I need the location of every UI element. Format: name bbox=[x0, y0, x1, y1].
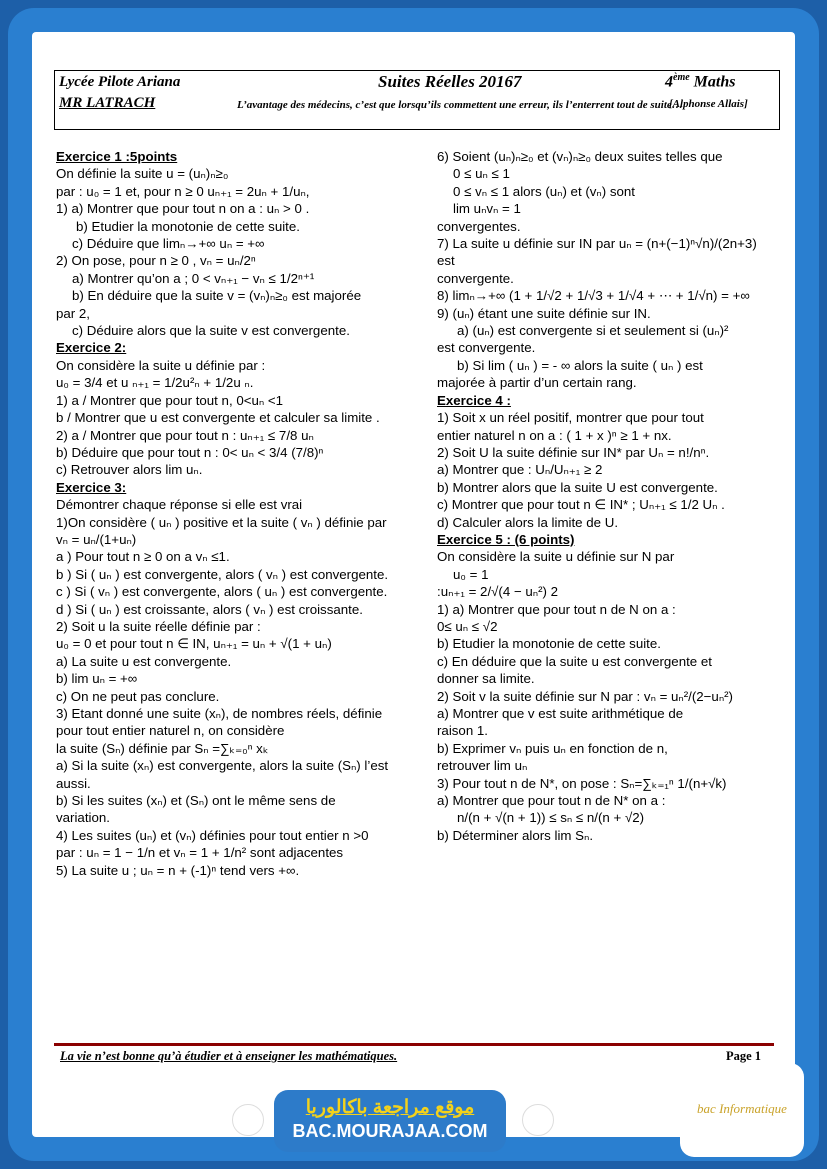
right-column bbox=[437, 148, 775, 844]
document-line: 2) a / Montrer que pour tout n : uₙ₊₁ ≤ 7/8 uₙ bbox=[56, 427, 314, 443]
document-line: 2) Soit v la suite définie sur N par : vₙ = uₙ²/(2−uₙ²) bbox=[437, 688, 733, 704]
document-line: a) Montrer que pour tout n de N* on a : bbox=[437, 793, 666, 809]
exercise-heading: Exercice 4 : bbox=[437, 392, 511, 408]
document-line: vₙ = uₙ/(1+uₙ) bbox=[56, 531, 137, 547]
teacher-name: MR LATRACH bbox=[59, 95, 156, 111]
document-sheet bbox=[32, 32, 795, 1137]
document-line: par 2, bbox=[56, 305, 91, 321]
document-line: b) Si les suites (xₙ) et (Sₙ) ont le même sens de bbox=[56, 793, 336, 809]
document-line: b) En déduire que la suite v = (vₙ)ₙ≥₀ est majorée bbox=[72, 288, 362, 304]
school-name: Lycée Pilote Ariana bbox=[59, 74, 181, 90]
document-line: 2) Soit U la suite définie sur IN* par Uₙ = n!/nⁿ. bbox=[437, 444, 710, 460]
document-line: c) En déduire que la suite u est convergente et bbox=[437, 653, 712, 669]
document-line: d ) Si ( uₙ ) est croissante, alors ( vₙ ) est croissante. bbox=[56, 601, 363, 617]
exercise-heading: Exercice 1 :5points bbox=[56, 149, 178, 164]
document-line: a) Montrer que : Uₙ/Uₙ₊₁ ≥ 2 bbox=[437, 462, 603, 478]
document-line: 2) Soit u la suite réelle définie par : bbox=[56, 618, 261, 634]
document-line: pour tout entier naturel n, on considère bbox=[56, 723, 285, 739]
document-line: 1) a / Montrer que pour tout n, 0<uₙ <1 bbox=[56, 392, 284, 408]
left-column bbox=[56, 148, 428, 879]
document-line: c) Déduire que limₙ→+∞ uₙ = +∞ bbox=[72, 236, 265, 252]
document-line: u₀ = 3/4 et u ₙ₊₁ = 1/2u²ₙ + 1/2u ₙ. bbox=[56, 375, 254, 391]
document-line: a) Montrer que v est suite arithmétique de bbox=[437, 706, 684, 721]
document-line: est convergente. bbox=[437, 340, 536, 356]
document-line: 3) Pour tout n de N*, on pose : Sₙ=∑ₖ₌₁ⁿ 1/(n+√k) bbox=[437, 775, 727, 791]
quote-author: [Alphonse Allais] bbox=[669, 98, 748, 110]
document-line: b) Déduire que pour tout n : 0< uₙ < 3/4 (7/8)ⁿ bbox=[56, 444, 324, 460]
document-line: aussi. bbox=[56, 775, 91, 791]
document-line: c ) Si ( vₙ ) est convergente, alors ( uₙ ) est convergente. bbox=[56, 584, 388, 600]
document-line: 0≤ uₙ ≤ √2 bbox=[437, 618, 498, 634]
document-line: variation. bbox=[56, 810, 110, 826]
class-level: 4ème Maths bbox=[665, 72, 736, 91]
document-line: Démontrer chaque réponse si elle est vrai bbox=[56, 497, 303, 513]
document-line: 2) On pose, pour n ≥ 0 , vₙ = uₙ/2ⁿ bbox=[56, 253, 256, 269]
document-line: a) Si la suite (xₙ) est convergente, alors la suite (Sₙ) l’est bbox=[56, 758, 389, 774]
document-line: 0 ≤ uₙ ≤ 1 bbox=[453, 166, 510, 182]
watermark-url: BAC.MOURAJAA.COM bbox=[292, 1121, 488, 1141]
document-line: la suite (Sₙ) définie par Sₙ =∑ₖ₌₀ⁿ xₖ bbox=[56, 740, 269, 756]
document-line: b) Si lim ( uₙ ) = - ∞ alors la suite ( uₙ ) est bbox=[457, 357, 703, 373]
site-logo-right-icon bbox=[522, 1104, 554, 1136]
document-line: c) On ne peut pas conclure. bbox=[56, 688, 220, 704]
footer-rule bbox=[54, 1043, 774, 1046]
document-line: b) Etudier la monotonie de cette suite. bbox=[437, 636, 661, 652]
document-line: entier naturel n on a : ( 1 + x )ⁿ ≥ 1 + nx. bbox=[437, 427, 672, 443]
document-line: 1) Soit x un réel positif, montrer que pour tout bbox=[437, 410, 704, 426]
document-line: u₀ = 0 et pour tout n ∈ IN, uₙ₊₁ = uₙ + √(1 + uₙ) bbox=[56, 636, 332, 652]
document-line: convergente. bbox=[437, 270, 514, 286]
document-line: par : u₀ = 1 et, pour n ≥ 0 uₙ₊₁ = 2uₙ + 1/uₙ, bbox=[56, 183, 310, 199]
document-line: b / Montrer que u est convergente et calculer sa limite . bbox=[56, 410, 380, 426]
document-line: lim uₙvₙ = 1 bbox=[453, 201, 521, 217]
document-line: 9) (uₙ) étant une suite définie sur IN. bbox=[437, 305, 651, 321]
document-line: b) lim uₙ = +∞ bbox=[56, 671, 138, 687]
document-header bbox=[54, 70, 780, 130]
document-line: c) Montrer que pour tout n ∈ IN* ; Uₙ₊₁ ≤ 1/2 Uₙ . bbox=[437, 497, 725, 513]
document-line: 5) La suite u ; uₙ = n + (-1)ⁿ tend vers +∞. bbox=[56, 862, 300, 878]
document-line: u₀ = 1 bbox=[453, 566, 489, 582]
document-line: par : uₙ = 1 − 1/n et vₙ = 1 + 1/n² sont adjacentes bbox=[56, 845, 344, 861]
document-line: On définie la suite u = (uₙ)ₙ≥₀ bbox=[56, 166, 229, 182]
exercise-heading: Exercice 5 : (6 points) bbox=[437, 531, 575, 547]
document-line: 1) a) Montrer que pour tout n de N on a : bbox=[437, 601, 676, 617]
bac-informatique-logo bbox=[680, 1063, 804, 1157]
document-line: a) (uₙ) est convergente si et seulement si (uₙ)² bbox=[457, 323, 729, 339]
exercise-heading: Exercice 2: bbox=[56, 340, 127, 356]
document-line: convergentes. bbox=[437, 218, 521, 234]
document-line: a) La suite u est convergente. bbox=[56, 653, 232, 669]
document-line: On considère la suite u définie par : bbox=[56, 357, 266, 373]
document-line: On considère la suite u définie sur N par bbox=[437, 549, 675, 565]
page-number: Page 1 bbox=[726, 1049, 762, 1063]
document-line: a) Montrer qu’on a ; 0 < vₙ₊₁ − vₙ ≤ 1/2ⁿ⁺¹ bbox=[72, 270, 315, 286]
document-line: 4) Les suites (uₙ) et (vₙ) définies pour tout entier n >0 bbox=[56, 827, 369, 843]
bac-logo-text: bac Informatique bbox=[697, 1101, 787, 1116]
document-line: 8) limₙ→+∞ (1 + 1/√2 + 1/√3 + 1/√4 + ⋯ + 1/√n) = +∞ bbox=[437, 288, 750, 304]
exercise-heading: Exercice 3: bbox=[56, 479, 127, 495]
document-line: n/(n + √(n + 1)) ≤ sₙ ≤ n/(n + √2) bbox=[457, 810, 645, 826]
document-line: b) Etudier la monotonie de cette suite. bbox=[76, 218, 300, 234]
document-line: 1)On considère ( uₙ ) positive et la suite ( vₙ ) définie par bbox=[56, 514, 387, 530]
footer-motto: La vie n’est bonne qu’à étudier et à enseigner les mathématiques. bbox=[60, 1049, 398, 1063]
document-line: majorée à partir d’un certain rang. bbox=[437, 375, 637, 391]
header-quote: L’avantage des médecins, c’est que lorsqu’ils commettent une erreur, ils l’enterrent tout de suite… bbox=[237, 99, 683, 111]
document-line: raison 1. bbox=[437, 723, 488, 739]
document-line: c) Retrouver alors lim uₙ. bbox=[56, 462, 203, 478]
document-line: b) Déterminer alors lim Sₙ. bbox=[437, 827, 594, 843]
document-line: b ) Si ( uₙ ) est convergente, alors ( vₙ ) est convergente. bbox=[56, 566, 389, 582]
document-line: donner sa limite. bbox=[437, 671, 535, 687]
document-line: c) Déduire alors que la suite v est convergente. bbox=[72, 323, 350, 339]
watermark-arabic: موقع مراجعة باكالوريا bbox=[305, 1097, 475, 1118]
document-line: b) Montrer alors que la suite U est convergente. bbox=[437, 479, 718, 495]
document-line: b) Exprimer vₙ puis uₙ en fonction de n, bbox=[437, 740, 668, 756]
document-line: 6) Soient (uₙ)ₙ≥₀ et (vₙ)ₙ≥₀ deux suites telles que bbox=[437, 149, 723, 164]
document-line: d) Calculer alors la limite de U. bbox=[437, 514, 619, 530]
document-line: 1) a) Montrer que pour tout n on a : uₙ > 0 . bbox=[56, 201, 310, 217]
document-line: retrouver lim uₙ bbox=[437, 758, 528, 774]
site-logo-left-icon bbox=[232, 1104, 264, 1136]
document-line: 7) La suite u définie sur IN par uₙ = (n+(−1)ⁿ√n)/(2n+3) est bbox=[437, 236, 757, 269]
document-line: 3) Etant donné une suite (xₙ), de nombres réels, définie bbox=[56, 706, 383, 721]
document-line: :uₙ₊₁ = 2/√(4 − uₙ²) 2 bbox=[437, 584, 559, 600]
document-line: a ) Pour tout n ≥ 0 on a vₙ ≤1. bbox=[56, 549, 230, 565]
document-title: Suites Réelles 20167 bbox=[378, 72, 522, 91]
watermark-banner[interactable] bbox=[274, 1090, 506, 1152]
document-line: 0 ≤ vₙ ≤ 1 alors (uₙ) et (vₙ) sont bbox=[453, 183, 635, 199]
